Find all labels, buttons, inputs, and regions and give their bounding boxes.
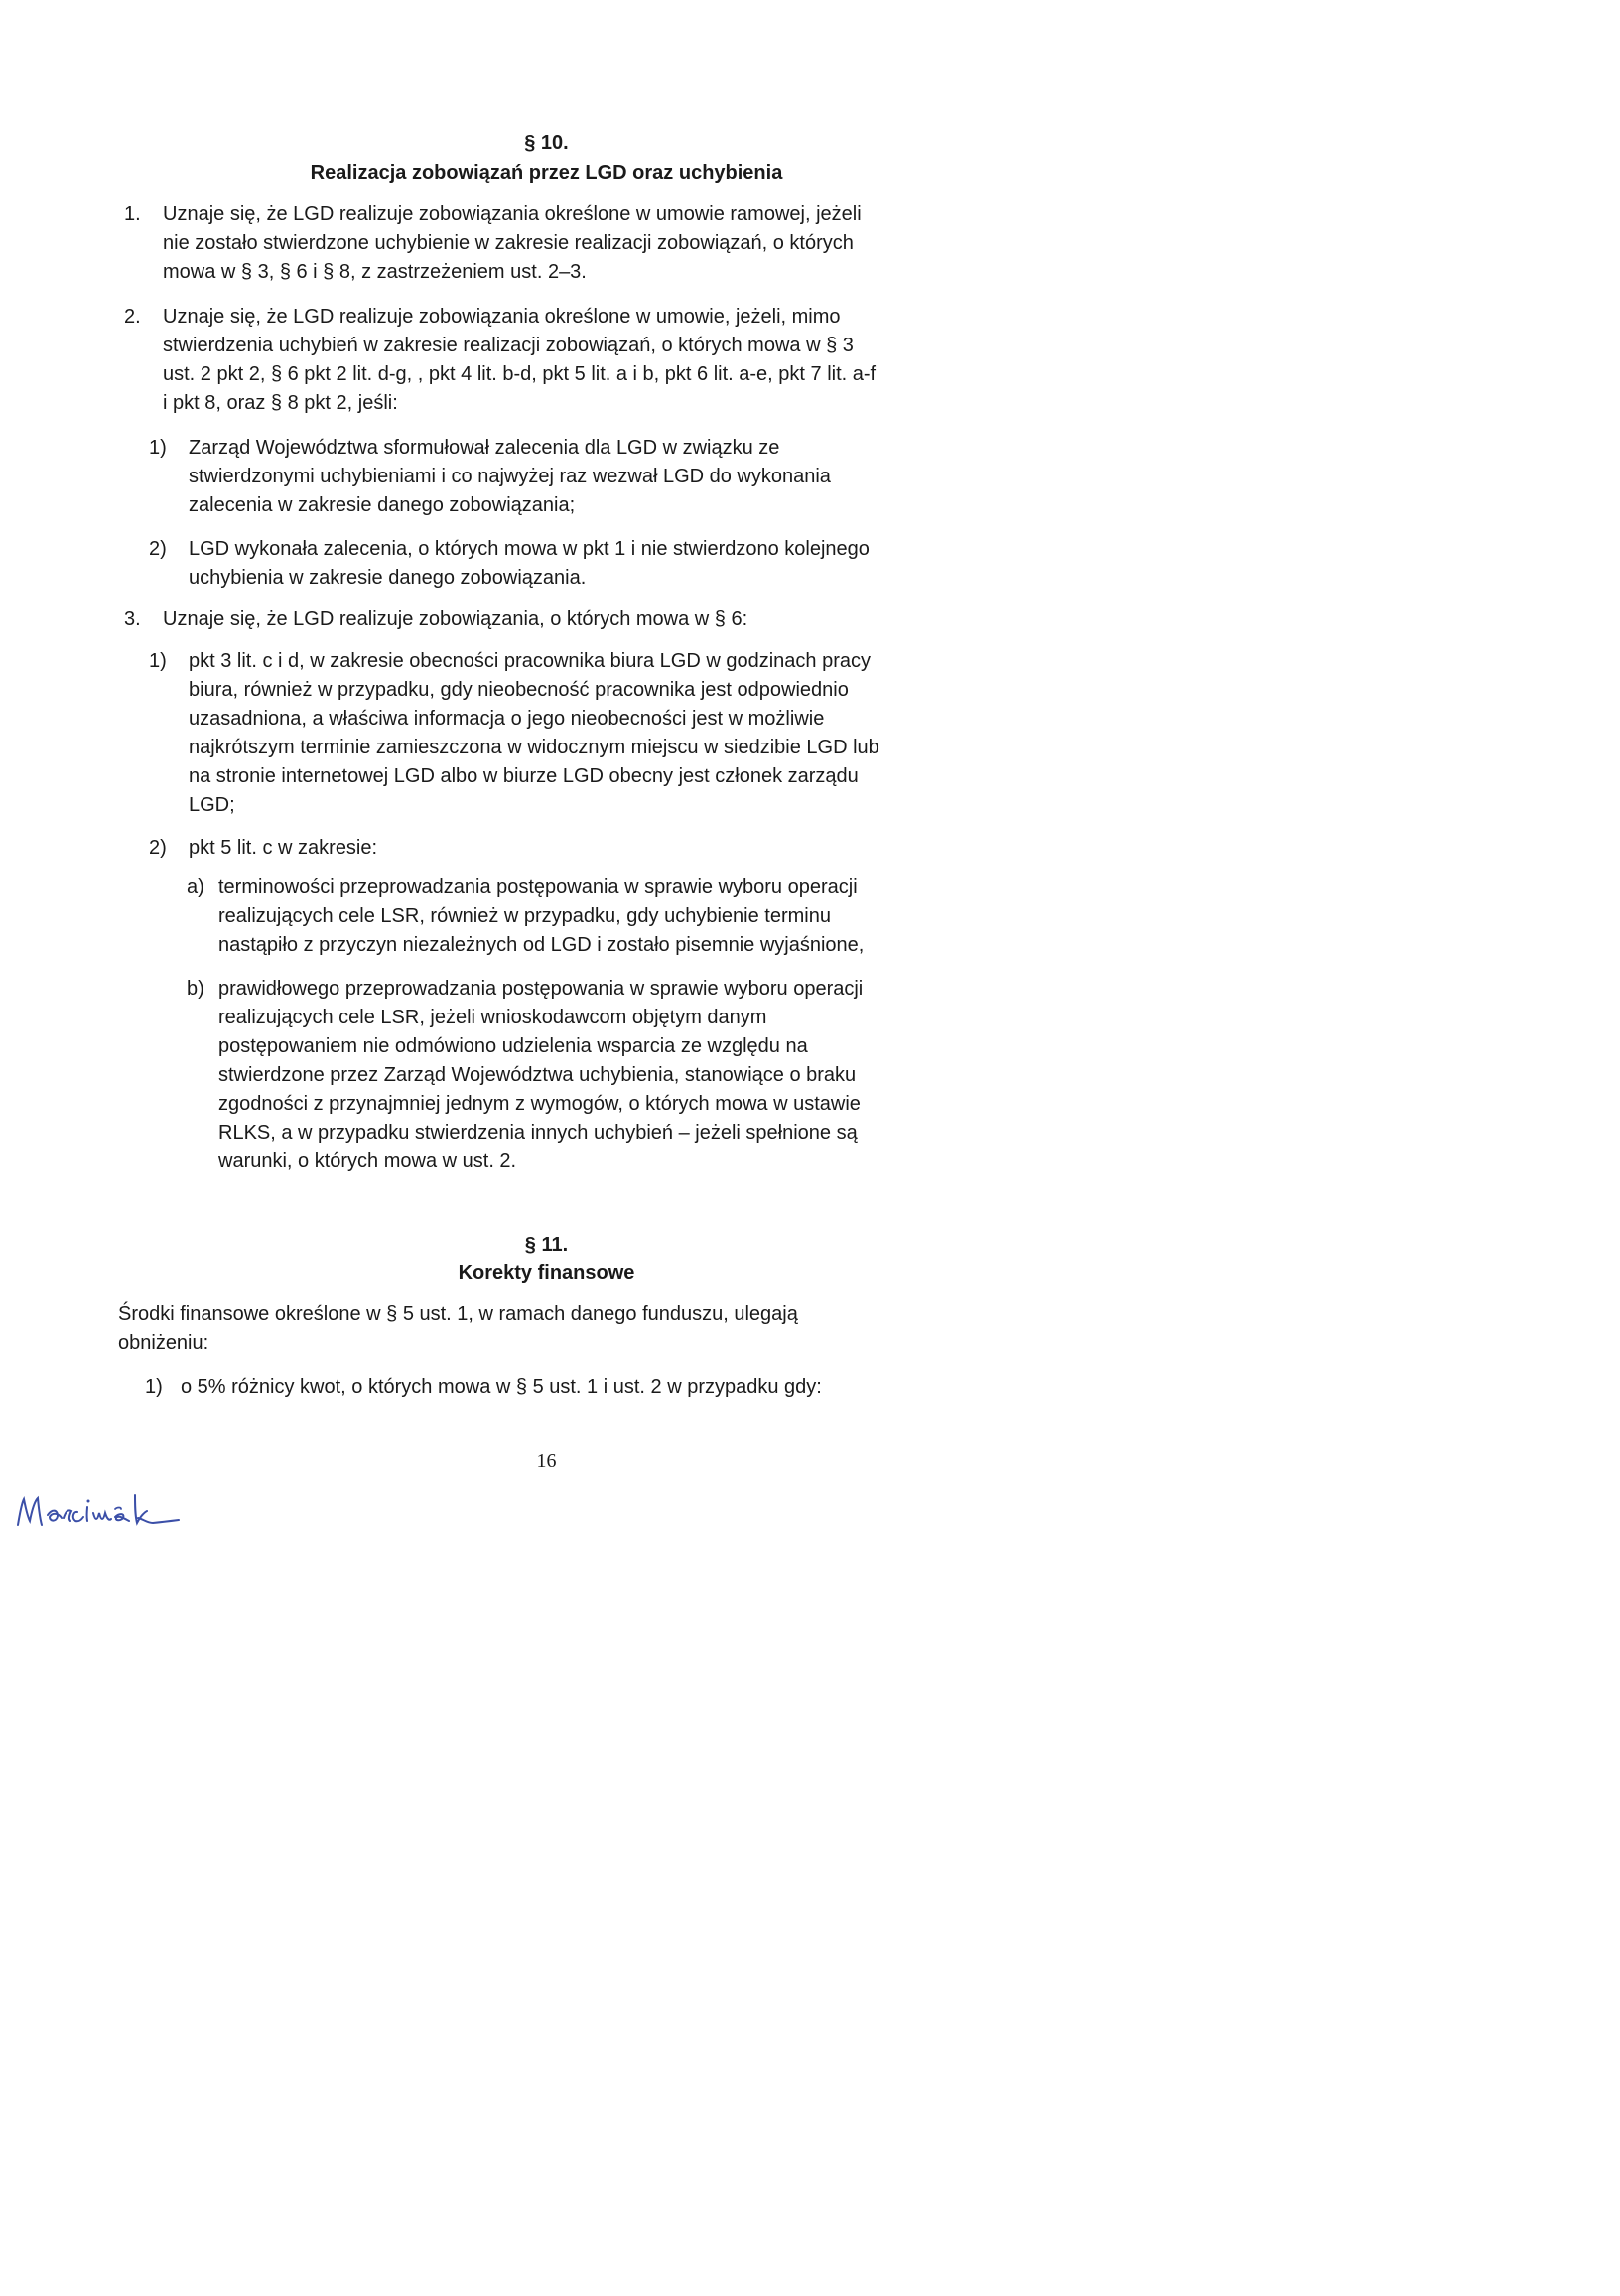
item-1-number: 1.	[124, 203, 141, 225]
item-3-point-2-letter-b-line-5: zgodności z przynajmniej jednym z wymogów, o których mowa w ustawie	[218, 1093, 861, 1115]
item-2-point-2-line-1: LGD wykonała zalecenia, o których mowa w pkt 1 i nie stwierdzono kolejnego	[189, 538, 870, 560]
item-3-point-2-letter-a-number: a)	[187, 877, 204, 898]
item-1-line-2: nie zostało stwierdzone uchybienie w zakresie realizacji zobowiązań, o których	[163, 232, 854, 254]
item-2-line-3: ust. 2 pkt 2, § 6 pkt 2 lit. d-g, , pkt 4 lit. b-d, pkt 5 lit. a i b, pkt 6 lit. a-e, pkt 7 lit. a-f	[163, 363, 877, 385]
item-3-point-2-letter-b-line-2: realizujących cele LSR, jeżeli wnioskodawcom objętym danym	[218, 1007, 767, 1028]
item-3-point-2-letter-b-line-1: prawidłowego przeprowadzania postępowania w sprawie wyboru operacji	[218, 978, 864, 1000]
item-2-point-2-number: 2)	[149, 538, 167, 560]
section-11-point-1-number: 1)	[145, 1376, 163, 1398]
item-1-line-1: Uznaje się, że LGD realizuje zobowiązania określone w umowie ramowej, jeżeli	[163, 203, 862, 225]
item-2-line-4: i pkt 8, oraz § 8 pkt 2, jeśli:	[163, 392, 398, 414]
item-3-point-2-letter-b-line-3: postępowaniem nie odmówiono udzielenia wsparcia ze względu na	[218, 1035, 808, 1057]
item-3-point-1-line-4: najkrótszym terminie zamieszczona w widocznym miejscu w siedzibie LGD lub	[189, 737, 879, 758]
item-3-point-2-line-1: pkt 5 lit. c w zakresie:	[189, 837, 378, 859]
item-3-point-1-line-5: na stronie internetowej LGD albo w biurze LGD obecny jest członek zarządu	[189, 765, 859, 787]
document-page	[0, 0, 1093, 1553]
item-2-point-1-line-1: Zarząd Województwa sformułował zalecenia dla LGD w związku ze	[189, 437, 780, 459]
section-11-intro-line-1: Środki finansowe określone w § 5 ust. 1, w ramach danego funduszu, ulegają	[118, 1303, 798, 1325]
item-2-point-2-line-2: uchybienia w zakresie danego zobowiązania.	[189, 567, 587, 589]
item-3-point-1-line-3: uzasadniona, a właściwa informacja o jego nieobecności jest w możliwie	[189, 708, 825, 730]
section-11-intro-line-2: obniżeniu:	[118, 1332, 209, 1354]
page-number: 16	[536, 1450, 557, 1472]
section-11-point-1-line-1: o 5% różnicy kwot, o których mowa w § 5 ust. 1 i ust. 2 w przypadku gdy:	[181, 1376, 822, 1398]
item-2-line-2: stwierdzenia uchybień w zakresie realizacji zobowiązań, o których mowa w § 3	[163, 335, 854, 356]
section-10-title: Realizacja zobowiązań przez LGD oraz uchybienia	[310, 162, 783, 184]
item-3-line-1: Uznaje się, że LGD realizuje zobowiązania, o których mowa w § 6:	[163, 608, 748, 630]
item-3-point-1-line-6: LGD;	[189, 794, 235, 816]
item-3-point-1-line-1: pkt 3 lit. c i d, w zakresie obecności pracownika biura LGD w godzinach pracy	[189, 650, 871, 672]
item-3-point-1-line-2: biura, również w przypadku, gdy nieobecność pracownika jest odpowiednio	[189, 679, 849, 701]
section-11-title: Korekty finansowe	[458, 1262, 635, 1283]
item-2-point-1-line-3: zalecenia w zakresie danego zobowiązania;	[189, 494, 576, 516]
item-3-number: 3.	[124, 608, 141, 630]
item-3-point-2-letter-b-line-7: warunki, o których mowa w ust. 2.	[218, 1150, 517, 1172]
item-3-point-2-letter-a-line-1: terminowości przeprowadzania postępowania w sprawie wyboru operacji	[218, 877, 858, 898]
item-3-point-2-letter-a-line-2: realizujących cele LSR, również w przypadku, gdy uchybienie terminu	[218, 905, 831, 927]
item-3-point-2-number: 2)	[149, 837, 167, 859]
item-3-point-1-number: 1)	[149, 650, 167, 672]
item-3-point-2-letter-b-number: b)	[187, 978, 204, 1000]
item-2-point-1-number: 1)	[149, 437, 167, 459]
item-3-point-2-letter-a-line-3: nastąpiło z przyczyn niezależnych od LGD i zostało pisemnie wyjaśnione,	[218, 934, 865, 956]
item-3-point-2-letter-b-line-6: RLKS, a w przypadku stwierdzenia innych uchybień – jeżeli spełnione są	[218, 1122, 858, 1144]
section-10-symbol: § 10.	[524, 132, 569, 154]
item-2-number: 2.	[124, 306, 141, 328]
item-2-point-1-line-2: stwierdzonymi uchybieniami i co najwyżej raz wezwał LGD do wykonania	[189, 466, 831, 487]
section-11-symbol: § 11.	[524, 1234, 569, 1256]
handwritten-signature	[14, 1485, 183, 1535]
item-1-line-3: mowa w § 3, § 6 i § 8, z zastrzeżeniem ust. 2–3.	[163, 261, 587, 283]
item-3-point-2-letter-b-line-4: stwierdzone przez Zarząd Województwa uchybienia, stanowiące o braku	[218, 1064, 857, 1086]
item-2-line-1: Uznaje się, że LGD realizuje zobowiązania określone w umowie, jeżeli, mimo	[163, 306, 841, 328]
